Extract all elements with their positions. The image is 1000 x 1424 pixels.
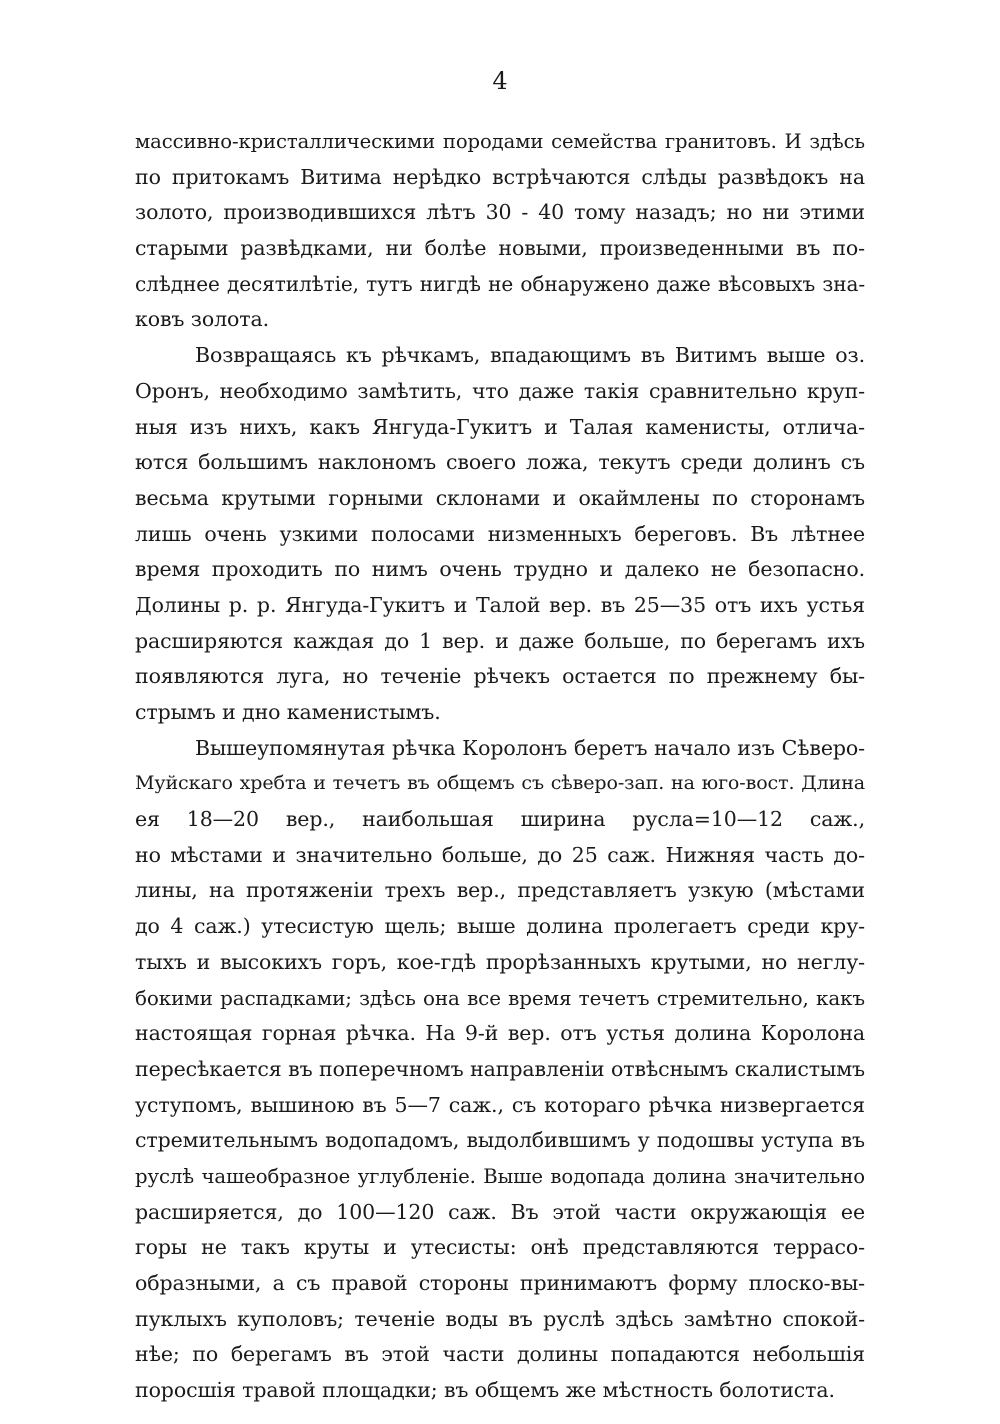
text-line: стрымъ и дно каменистымъ. (135, 700, 441, 724)
text-line: ковъ золота. (135, 307, 270, 332)
text-line: до 4 саж.) утесистую щель; выше долина пролегаетъ среди кру- (135, 914, 865, 939)
text-line: ея 18—20 вер., наибольшая ширина русла=10—12 саж., (135, 807, 865, 832)
text-line: лины, на протяженіи трехъ вер., представляетъ узкую (мѣстами (135, 878, 865, 903)
text-line: бокими распадками; здѣсь она все время течетъ стремительно, какъ (135, 986, 865, 1010)
text-line: образными, а съ правой стороны принимаютъ форму плоско-вы- (135, 1271, 865, 1295)
text-line: стремительнымъ водопадомъ, выдолбившимъ у подошвы уступа въ (135, 1128, 865, 1153)
text-line: лишь очень узкими полосами низменныхъ береговъ. Въ лѣтнее (135, 521, 865, 546)
body-text (135, 124, 865, 1409)
text-line: расширяются каждая до 1 вер. и даже больше, по берегамъ ихъ (135, 628, 865, 653)
text-line: золото, производившихся лѣтъ 30 - 40 тому назадъ; но ни этими (135, 200, 865, 225)
text-line: но мѣстами и значительно больше, до 25 саж. Нижняя часть до- (135, 842, 865, 867)
page-number: 4 (492, 67, 508, 95)
text-line: горы не такъ круты и утесисты: онѣ представляются террасо- (135, 1235, 865, 1260)
text-line: расширяется, до 100—120 саж. Въ этой части окружающія ее (135, 1199, 865, 1224)
text-line: по притокамъ Витима нерѣдко встрѣчаются слѣды развѣдокъ на (135, 164, 865, 189)
text-line: Оронъ, необходимо замѣтить, что даже такія сравнительно круп- (135, 378, 865, 403)
text-line: ныя изъ нихъ, какъ Янгуда-Гукитъ и Талая каменисты, отлича- (135, 414, 865, 439)
text-line: Вышеупомянутая рѣчка Королонъ беретъ начало изъ Сѣверо- (195, 735, 865, 760)
text-line: старыми развѣдками, ни болѣе новыми, произведенными въ по- (135, 236, 865, 261)
paragraph-3 (135, 731, 865, 1409)
text-line: весьма крутыми горными склонами и окаймлены по сторонамъ (135, 485, 865, 510)
text-line: пересѣкается въ поперечномъ направленіи отвѣснымъ скалистымъ (135, 1056, 865, 1081)
text-line: ются большимъ наклономъ своего ложа, текутъ среди долинъ съ (135, 450, 865, 475)
text-line: слѣднее десятилѣтіе, тутъ нигдѣ не обнаружено даже вѣсовыхъ зна- (135, 271, 865, 296)
text-line: уступомъ, вышиною въ 5—7 саж., съ котораго рѣчка низвергается (135, 1092, 865, 1117)
text-line: поросшія травой площадки; въ общемъ же мѣстность болотиста. (135, 1378, 835, 1403)
text-line: руслѣ чашеобразное углубленіе. Выше водопада долина значительно (135, 1164, 865, 1188)
text-line: появляются луга, но теченіе рѣчекъ остается по прежнему бы- (135, 664, 865, 689)
text-line: время проходить по нимъ очень трудно и далеко не безопасно. (135, 557, 865, 582)
text-line: пуклыхъ куполовъ; теченіе воды въ руслѣ здѣсь замѣтно спокой- (135, 1306, 865, 1331)
text-line: настоящая горная рѣчка. На 9-й вер. отъ устья долина Королона (135, 1021, 865, 1046)
text-line: нѣе; по берегамъ въ этой части долины попадаются небольшія (135, 1342, 865, 1367)
text-line: Муйскаго хребта и течетъ въ общемъ съ сѣверо-зап. на юго-вост. Длина (135, 772, 865, 795)
paragraph-2 (135, 338, 865, 731)
text-line: массивно-кристаллическими породами семейства гранитовъ. И здѣсь (135, 130, 865, 153)
text-line: Долины р. р. Янгуда-Гукитъ и Талой вер. въ 25—35 отъ ихъ устья (135, 592, 865, 617)
text-line: Возвращаясь къ рѣчкамъ, впадающимъ въ Витимъ выше оз. (195, 343, 865, 368)
text-line: тыхъ и высокихъ горъ, кое-гдѣ прорѣзанныхъ крутыми, но неглу- (135, 949, 865, 974)
paragraph-1 (135, 124, 865, 338)
